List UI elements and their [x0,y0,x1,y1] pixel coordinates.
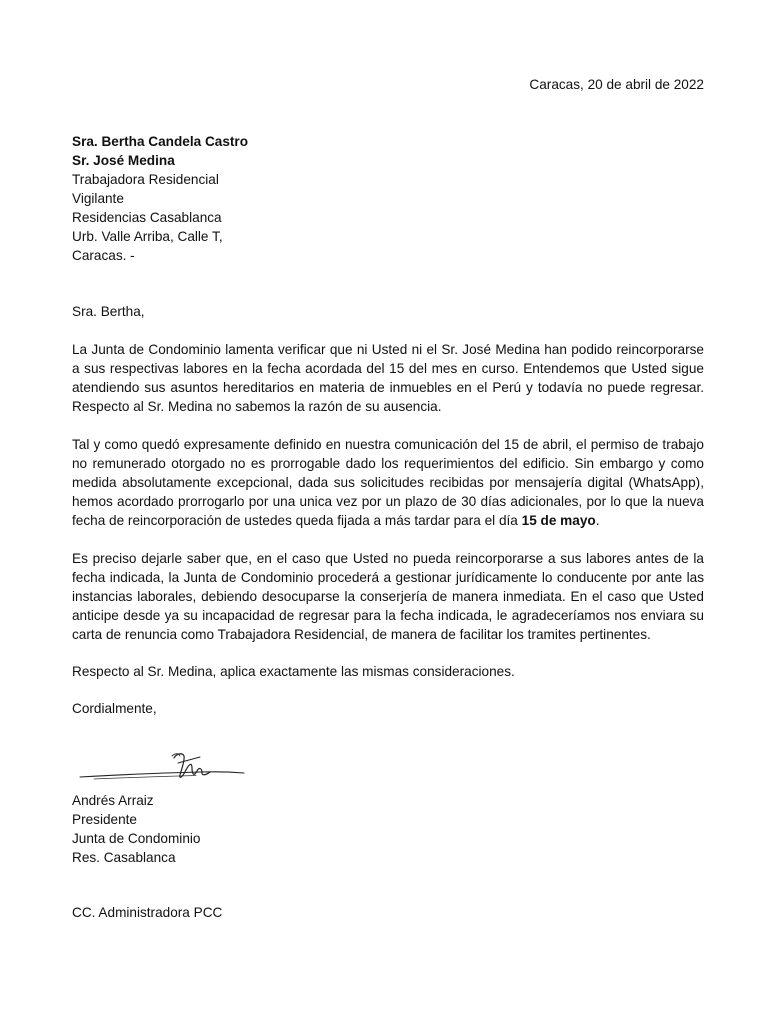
deadline-date: 15 de mayo [521,513,596,528]
body-paragraph-4: Respecto al Sr. Medina, aplica exactamente las mismas consideraciones. [72,664,515,679]
body-paragraph-2 [72,435,704,530]
addressee-role-1: Trabajadora Residencial [72,172,219,187]
salutation: Sra. Bertha, [72,304,145,319]
cc-line: CC. Administradora PCC [72,905,223,920]
addressee-block [72,132,248,265]
signer-name: Andrés Arraiz [72,793,154,808]
signer-building: Res. Casablanca [72,850,176,865]
signer-title: Presidente [72,812,137,827]
addressee-role-2: Vigilante [72,191,124,206]
handwritten-signature [76,744,248,788]
paragraph-2-text: Tal y como quedó expresamente definido en nuestra comunicación del 15 de abril, el permiso de trabajo no remunerado otorgado no es prorrogable dado los requerimientos del edificio. Sin embargo y como medida absolutamente excepcional, dada sus solicitudes recibidas por mensajería digital (WhatsApp), hemos acordado prorrogarlo por una unica vez por un plazo de 30 días adicionales, por lo que la nueva fecha de reincorporación de ustedes queda fijada a más tardar para el día [72,437,704,528]
addressee-name-2: Sr. José Medina [72,153,175,168]
addressee-city: Caracas. - [72,248,135,263]
body-paragraph-3: Es preciso dejarle saber que, en el caso que Usted no pueda reincorporarse a sus labores antes de la fecha indicada, la Junta de Condominio procederá a gestionar jurídicamente lo conducente por ante las instancias laborales, debiendo desocuparse la conserjería de manera inmediata. En el caso que Usted anticipe desde ya su incapacidad de regresar para la fecha indicada, le agradeceríamos nos enviara su carta de renuncia como Trabajadora Residencial, de manera de facilitar los tramites pertinentes. [72,551,704,642]
addressee-building: Residencias Casablanca [72,210,222,225]
paragraph-2-end: . [595,513,600,528]
signer-block [72,791,200,867]
signer-organization: Junta de Condominio [72,831,201,846]
date-line: Caracas, 20 de abril de 2022 [529,77,704,92]
body-paragraph-1: La Junta de Condominio lamenta verificar que ni Usted ni el Sr. José Medina han podido reincorporarse a sus respectivas labores en la fecha acordada del 15 del mes en curso. Entendemos que Usted sigue atendiendo sus asuntos hereditarios en materia de inmuebles en el Perú y todavía no puede regresar. Respecto al Sr. Medina no sabemos la razón de su ausencia. [72,342,704,414]
addressee-name-1: Sra. Bertha Candela Castro [72,134,249,149]
addressee-street: Urb. Valle Arriba, Calle T, [72,229,223,244]
closing: Cordialmente, [72,701,157,716]
